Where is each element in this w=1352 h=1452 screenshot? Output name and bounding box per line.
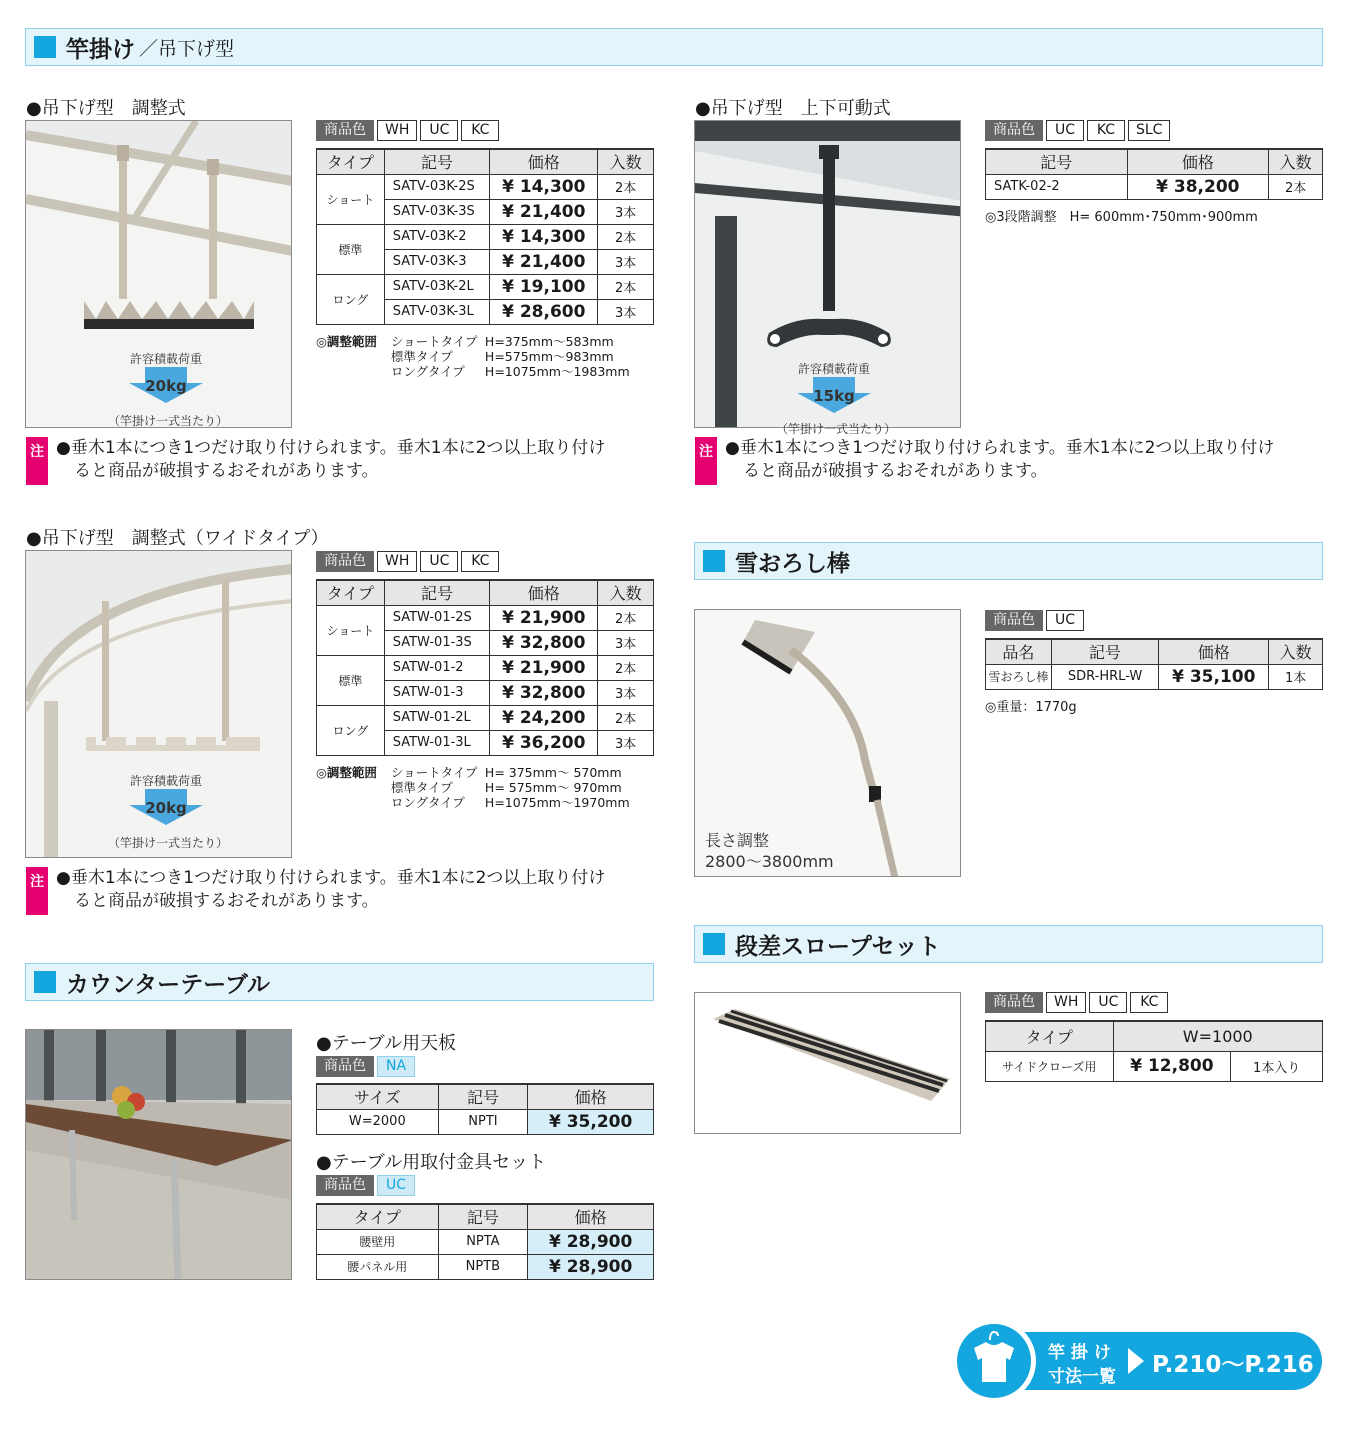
load-label: 許容積載荷重 [129, 352, 202, 366]
table-row [317, 224, 654, 249]
section-header-rod [25, 28, 1323, 66]
photo-caption: 2800～3800mm [705, 852, 834, 871]
qty-cell: 2本 [598, 705, 654, 730]
price-cell: ¥ 38,200 [1127, 174, 1269, 199]
color-chip: UC [420, 551, 458, 572]
reference-label: 竿 掛 け [1048, 1343, 1111, 1363]
code-cell: SATV-03K-3 [384, 249, 490, 274]
price-cell: ¥ 14,300 [490, 174, 598, 199]
table-row [317, 274, 654, 299]
col-header: 価格 [528, 1084, 654, 1109]
col-header: タイプ [317, 580, 385, 605]
code-cell: SATW-01-3 [384, 680, 490, 705]
price-cell: ¥ 21,900 [490, 655, 598, 680]
price-table-tabletop [316, 1083, 654, 1135]
code-cell: SDR-HRL-W [1051, 664, 1159, 689]
price-cell: ¥ 28,900 [528, 1229, 654, 1254]
caution-line: ると商品が破損するおそれがあります。 [74, 461, 379, 481]
color-chip: UC [1046, 120, 1084, 141]
page-reference-link[interactable] [952, 1318, 1324, 1404]
col-header: タイプ [317, 1204, 439, 1229]
load-note: （竿掛け一式当たり） [776, 422, 897, 436]
code-cell: SATW-01-3L [384, 730, 490, 755]
code-cell: NPTB [438, 1254, 528, 1279]
range-key: ショートタイプ [390, 765, 478, 780]
color-chips-slope [985, 992, 1168, 1013]
price-table-adjustable [316, 148, 654, 325]
price-cell: ¥ 32,800 [490, 680, 598, 705]
color-label: 商品色 [985, 120, 1043, 141]
caution-note [695, 437, 1325, 485]
color-chip: UC [377, 1175, 415, 1196]
range-key: 標準タイプ [390, 780, 453, 795]
product-title-updown: ●吊下げ型 上下可動式 [695, 98, 891, 119]
qty-cell: 3本 [598, 680, 654, 705]
code-cell: SATW-01-3S [384, 630, 490, 655]
range-key: 標準タイプ [390, 349, 453, 364]
table-row [317, 1229, 654, 1254]
section-header-slope [694, 925, 1323, 963]
col-header: 価格 [490, 149, 598, 174]
qty-cell: 2本 [598, 605, 654, 630]
color-chip: KC [461, 551, 499, 572]
price-cell: ¥ 32,800 [490, 630, 598, 655]
qty-cell: 1本 [1269, 664, 1323, 689]
col-header: タイプ [317, 149, 385, 174]
type-cell: ショート [317, 174, 385, 224]
load-note: （竿掛け一式当たり） [108, 836, 229, 850]
color-chip: WH [1046, 992, 1086, 1013]
color-chip: WH [377, 551, 417, 572]
col-header: 価格 [490, 580, 598, 605]
type-cell: ロング [317, 705, 385, 755]
col-header: 入数 [598, 580, 654, 605]
col-header: 入数 [1269, 639, 1323, 664]
color-label: 商品色 [316, 551, 374, 572]
section-marker [34, 971, 56, 993]
type-cell: 標準 [317, 224, 385, 274]
color-label: 商品色 [316, 120, 374, 141]
color-label: 商品色 [985, 992, 1043, 1013]
caution-line: ●垂木1本につき1つだけ取り付けられます。垂木1本に2つ以上取り付け [725, 438, 1275, 458]
code-cell: SATV-03K-3S [384, 199, 490, 224]
section-header-counter [25, 963, 654, 1001]
reference-pages: P.210～P.216 [1152, 1352, 1314, 1378]
color-chips-snow [985, 610, 1084, 631]
color-chips-wide [316, 551, 499, 572]
range-value: H=575mm～983mm [484, 349, 614, 364]
range-value: H=1075mm～1983mm [484, 364, 630, 379]
product-title-wide: ●吊下げ型 調整式（ワイドタイプ） [26, 528, 329, 549]
load-indicator [108, 772, 229, 851]
section-title: 竿掛け [66, 36, 135, 63]
section-title: 雪おろし棒 [735, 550, 850, 577]
qty-cell: 3本 [598, 199, 654, 224]
range-key: ショートタイプ [390, 334, 478, 349]
caution-note [26, 867, 656, 915]
color-chip: WH [377, 120, 417, 141]
load-arrow [129, 367, 203, 406]
price-cell: ¥ 28,600 [490, 299, 598, 324]
color-chip: UC [1046, 610, 1084, 631]
qty-cell: 3本 [598, 299, 654, 324]
load-indicator [108, 350, 229, 429]
section-marker [703, 550, 725, 572]
price-cell: ¥ 28,900 [528, 1254, 654, 1279]
qty-cell: 2本 [598, 274, 654, 299]
col-header: 価格 [528, 1204, 654, 1229]
color-chip: KC [1087, 120, 1125, 141]
col-header: 記号 [384, 149, 490, 174]
color-label: 商品色 [316, 1175, 374, 1196]
product-title-adjustable: ●吊下げ型 調整式 [26, 98, 186, 119]
qty-cell: 3本 [598, 730, 654, 755]
qty-cell: 2本 [598, 224, 654, 249]
load-label: 許容積載荷重 [797, 362, 870, 376]
caution-line: ると商品が破損するおそれがあります。 [743, 461, 1048, 481]
caution-line: ると商品が破損するおそれがあります。 [74, 891, 379, 911]
color-chips-tabletop [316, 1056, 415, 1077]
type-cell: ショート [317, 605, 385, 655]
caution-line: ●垂木1本につき1つだけ取り付けられます。垂木1本に2つ以上取り付け [56, 868, 606, 888]
range-value: H=1075mm～1970mm [484, 795, 630, 810]
col-header: 入数 [598, 149, 654, 174]
type-cell: サイドクローズ用 [986, 1051, 1114, 1081]
range-key: ロングタイプ [390, 364, 465, 379]
col-header: 記号 [384, 580, 490, 605]
section-header-snow [694, 542, 1323, 580]
col-header: サイズ [317, 1084, 439, 1109]
load-value: 15kg [813, 387, 855, 405]
reference-label: 寸法一覧 [1048, 1367, 1116, 1387]
section-marker [34, 36, 56, 58]
table-row [317, 605, 654, 630]
adjust-range-note [316, 334, 630, 379]
col-header: 記号 [986, 149, 1128, 174]
price-table-slope [985, 1020, 1323, 1082]
color-chips-fitting [316, 1175, 415, 1196]
price-table-updown [985, 148, 1323, 200]
section-title: 段差スロープセット [735, 933, 941, 960]
price-cell: ¥ 36,200 [490, 730, 598, 755]
color-label: 商品色 [316, 1056, 374, 1077]
price-cell: ¥ 12,800 [1113, 1051, 1231, 1081]
range-value: H=375mm～583mm [484, 334, 614, 349]
code-cell: SATV-03K-2 [384, 224, 490, 249]
caution-badge: 注 [695, 437, 717, 485]
qty-cell: 2本 [1269, 174, 1323, 199]
name-cell: 雪おろし棒 [986, 664, 1052, 689]
price-table-wide [316, 579, 654, 756]
color-chip: UC [1089, 992, 1127, 1013]
price-table-fitting [316, 1203, 654, 1280]
qty-cell: 3本 [598, 630, 654, 655]
adjust-range-note [316, 765, 630, 810]
price-cell: ¥ 21,400 [490, 249, 598, 274]
photo-caption: 長さ調整 [705, 831, 770, 850]
color-chips-updown [985, 120, 1170, 141]
code-cell: SATW-01-2 [384, 655, 490, 680]
color-chip: KC [461, 120, 499, 141]
weight-note: ◎重量：1770g [985, 700, 1077, 715]
table-row [986, 1051, 1323, 1081]
code-cell: SATW-01-2S [384, 605, 490, 630]
range-label: ◎調整範囲 [316, 334, 377, 349]
caution-badge: 注 [26, 867, 48, 915]
qty-cell: 2本 [598, 174, 654, 199]
table-row [317, 1254, 654, 1279]
load-arrow [797, 377, 871, 416]
caution-line: ●垂木1本につき1つだけ取り付けられます。垂木1本に2つ以上取り付け [56, 438, 606, 458]
price-cell: ¥ 21,400 [490, 199, 598, 224]
color-label: 商品色 [985, 610, 1043, 631]
type-cell: 腰パネル用 [317, 1254, 439, 1279]
color-chip: SLC [1128, 120, 1170, 141]
load-indicator [776, 360, 897, 437]
code-cell: SATV-03K-2L [384, 274, 490, 299]
type-cell: ロング [317, 274, 385, 324]
section-subtitle: ／吊下げ型 [139, 37, 235, 60]
type-cell: 標準 [317, 655, 385, 705]
caution-badge: 注 [26, 437, 48, 485]
range-key: ロングタイプ [390, 795, 465, 810]
type-cell: 腰壁用 [317, 1229, 439, 1254]
price-cell: ¥ 35,100 [1159, 664, 1269, 689]
col-header: 品名 [986, 639, 1052, 664]
counter-table-illustration [26, 1030, 292, 1280]
load-label: 許容積載荷重 [129, 774, 202, 788]
range-value: H= 375mm～ 570mm [484, 765, 622, 780]
caution-note [26, 437, 656, 485]
table-row [317, 705, 654, 730]
range-value: H= 575mm～ 970mm [484, 780, 622, 795]
section-title: カウンターテーブル [66, 971, 271, 998]
price-cell: ¥ 35,200 [528, 1109, 654, 1134]
price-table-snow [985, 638, 1323, 690]
load-value: 20kg [145, 377, 187, 395]
color-chip: UC [420, 120, 458, 141]
code-cell: SATV-03K-3L [384, 299, 490, 324]
code-cell: SATW-01-2L [384, 705, 490, 730]
price-cell: ¥ 19,100 [490, 274, 598, 299]
range-label: ◎調整範囲 [316, 765, 377, 780]
col-header: 記号 [438, 1204, 528, 1229]
table-row [986, 664, 1323, 689]
color-chips-adjustable [316, 120, 499, 141]
section-marker [703, 933, 725, 955]
col-header: タイプ [986, 1021, 1114, 1051]
product-photo-slope [694, 992, 961, 1134]
code-cell: SATK-02-2 [986, 174, 1128, 199]
qty-cell: 1本入り [1231, 1051, 1323, 1081]
col-header: 記号 [438, 1084, 528, 1109]
qty-cell: 3本 [598, 249, 654, 274]
table-row [986, 174, 1323, 199]
load-arrow [129, 789, 203, 828]
price-cell: ¥ 14,300 [490, 224, 598, 249]
load-note: （竿掛け一式当たり） [108, 414, 229, 428]
table-row [317, 655, 654, 680]
product-title-fitting: ●テーブル用取付金具セット [316, 1152, 547, 1173]
size-cell: W=2000 [317, 1109, 439, 1134]
price-cell: ¥ 21,900 [490, 605, 598, 630]
adjust-steps-note: ◎3段階調整 H= 600mm･750mm･900mm [985, 210, 1258, 225]
qty-cell: 2本 [598, 655, 654, 680]
col-header: W=1000 [1113, 1021, 1322, 1051]
load-value: 20kg [145, 799, 187, 817]
color-chip: NA [377, 1056, 415, 1077]
code-cell: NPTA [438, 1229, 528, 1254]
col-header: 記号 [1051, 639, 1159, 664]
code-cell: SATV-03K-2S [384, 174, 490, 199]
table-row [317, 1109, 654, 1134]
code-cell: NPTI [438, 1109, 528, 1134]
col-header: 価格 [1127, 149, 1269, 174]
slope-illustration [695, 993, 961, 1134]
product-photo-counter [25, 1029, 292, 1280]
price-cell: ¥ 24,200 [490, 705, 598, 730]
col-header: 価格 [1159, 639, 1269, 664]
col-header: 入数 [1269, 149, 1323, 174]
product-title-tabletop: ●テーブル用天板 [316, 1033, 457, 1054]
table-row [317, 174, 654, 199]
color-chip: KC [1130, 992, 1168, 1013]
